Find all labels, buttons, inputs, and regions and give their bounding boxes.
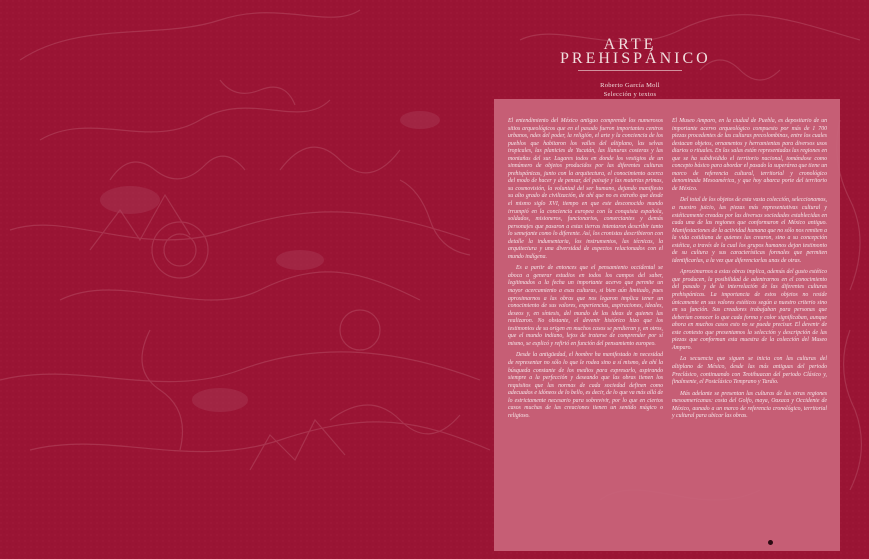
paragraph: Más adelante se presentan las culturas de las otras regiones mesoamericanas: costa del Golfo, maya, Oaxaca y Occidente de México, aunado a un marco de referencia cronológico, territorial y cultural para ubicar las obras.	[672, 390, 827, 420]
paragraph: La secuencia que siguen se inicia con las culturas del altiplano de México, desde las más antiguas del periodo Preclásico, continuando con Teotihuacan del periodo Clásico y, finalmente, el Postclásico Temprano y Tardío.	[672, 356, 827, 386]
title-line-2: PREHISPÁNICO	[560, 50, 711, 67]
text-column-left	[508, 118, 663, 424]
paragraph: Es a partir de entonces que el pensamiento occidental se aboca a generar estudios en todos los campos del saber, legitimados a la fecha un importante acervo que permite un mayor acercamiento a esas culturas, si bien aún limitado, pues aproximarnos a las obras que nos legaron implica tener un conocimiento de sus valores, experiencias, aspiraciones, ideales, deseos y, en síntesis, del mundo de las ideas de quienes las realizaron. No obstante, el devenir histórico hizo que los testimonios de su origen en muchos casos se perdieran y, en otros, que el mundo indiano, lejos de tratarse de comprender por sí mismo, se explicó y refirió en función del pensamiento europeo.	[508, 265, 663, 347]
paragraph: El Museo Amparo, en la ciudad de Puebla, es depositario de un importante acervo arqueológico compuesto por más de 1 700 piezas procedentes de las culturas precolombinas, entre los cuales destacan objetos, ornamentos y herramientas para diversos usos diarios o rituales. En las salas están representadas las regiones en que se ha subdividido el territorio nacional, tomándose como concepto básico para abordar el pasado la superárea que tiene un marco de referencia cultural, territorial y cronológico denominada Mesoamérica, y que hoy abarca porte del territorio de México.	[672, 118, 827, 192]
author-name: Roberto García Moll	[600, 82, 660, 89]
title-line-1: ARTE	[603, 36, 657, 53]
text-column-right	[672, 118, 827, 425]
paragraph: Aproximarnos a estas obras implica, además del gusto estético que producen, la posibilidad de adentrarnos en el conocimiento del pasado y de la interrelación de las diferentes culturas prehispánicas. La importancia de estos objetos no reside únicamente en sus valores estéticos según a nuestro criterio sino en su función. Sus creadores trabajaban para personas que deberían conocer lo que cada forma y color significaban, aunque ahora en muchos casos esto no se pueda precisar. El devenir de este contexto que presentamos la selección y descripción de las piezas que conforman esta muestra de la colección del Museo Amparo.	[672, 269, 827, 351]
title-block	[560, 36, 711, 99]
paragraph: Desde la antigüedad, el hombre ha manifestado in necesidad de representar no sólo lo que le rodea sino a sí mismo, de ahí la búsqueda constante de los medios para expresarlo, aspirando siempre a la perfección y deseando que las obras tienen los requisitos que las normas de cada sociedad definen como adecuados e idóneos de lo bello, es decir, de lo que va más allá de lo estrictamente necesario para sobrevivir, por lo que en ciertos casos muchas de las creaciones tienen un sentido mágico o religioso.	[508, 352, 663, 419]
title-rule	[578, 70, 682, 71]
paragraph: Del total de los objetos de esta vasta colección, seleccionamos, a nuestro juicio, las piezas más representativas cultural y estéticamente creadas por las diversas sociedades establecidas en cada una de las regiones que conformaron el México antiguo. Manifestaciones de la actividad humana que no sólo nos remiten a la vida cotidiana de quienes las crearon, sino a su concepción estética, a través de la cual los grupos humanos dejan testimonio de su cultura y sus características formales que permiten identificarlas, a la vez que diferenciarlas unas de otras.	[672, 197, 827, 264]
end-mark-icon	[768, 540, 773, 545]
paragraph: El entendimiento del México antiguo comprende los numerosos sitios arqueológicos que en el pasado fueron importantes centros urbanos, ndes del poder, la religión, el arte y la conciencia de los pueblos que habitaron los valles del altiplano, las selvas tropicales, las planicies de Yucatán, las llanuras costeras y las montañas del sur. Lugares todos en donde los vestigios de un sinnúmero de objetos producidos por las diferentes culturas prehispánicas, junto con la arquitectura, el conocimiento acerca del modo de hacer y de pensar, del paisaje y las materias primas, su cosmovisión, la voluntad del ser humano, dejando manifiesto su alto grado de civilización, de ahí que no es extraño que desde el mismo siglo XVI, tiempo en que este desconocido mundo irrumpió en la conciencia europea con la conquista española, soldados, misioneros, funcionarios, comerciantes y demás personajes que pasaron a estas tierras intentaron describir tanto lo semejante como lo diferente. Así, los cronistas describieron con detalle la indumentaria, los instrumentos, las técnicas, la arquitectura y una diversidad de aspectos relacionados con el mundo indígena.	[508, 118, 663, 260]
credit-line: Selección y textos	[603, 91, 657, 98]
